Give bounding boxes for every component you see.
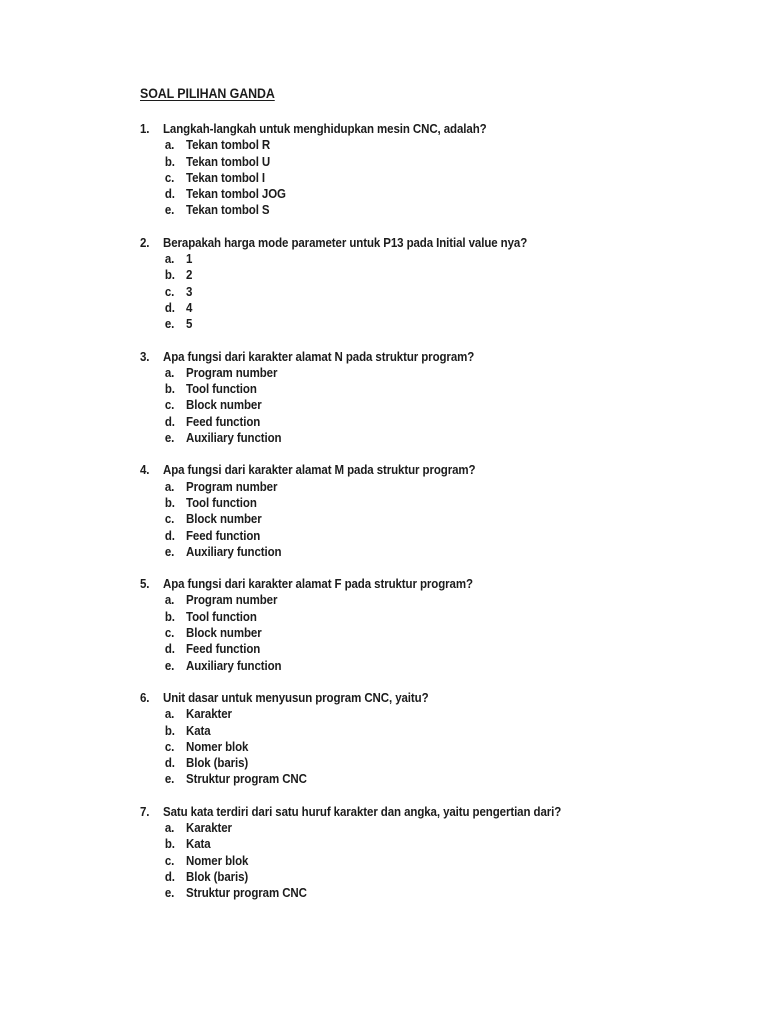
option-text: Tekan tombol R bbox=[186, 138, 271, 153]
question-text: Apa fungsi dari karakter alamat M pada struktur program? bbox=[163, 463, 476, 478]
option-row bbox=[165, 771, 655, 787]
option-letter: c. bbox=[164, 512, 175, 527]
option-letter: e. bbox=[164, 772, 175, 787]
option-row bbox=[165, 528, 655, 544]
option-letter: e. bbox=[164, 431, 175, 446]
option-row bbox=[165, 170, 655, 186]
option-letter: c. bbox=[164, 853, 175, 868]
option-row bbox=[165, 723, 655, 739]
option-text: Block number bbox=[186, 398, 262, 413]
option-row bbox=[165, 609, 655, 625]
option-row bbox=[165, 625, 655, 641]
option-letter: a. bbox=[164, 138, 175, 153]
option-row bbox=[165, 365, 655, 381]
option-row bbox=[165, 836, 655, 852]
question-block-5 bbox=[140, 576, 655, 674]
question-number: 1. bbox=[140, 122, 150, 136]
option-row bbox=[165, 251, 655, 267]
option-row bbox=[165, 202, 655, 218]
option-text: 1 bbox=[186, 252, 193, 267]
option-text: Tekan tombol I bbox=[186, 170, 266, 185]
option-row bbox=[165, 869, 655, 885]
question-block-2 bbox=[140, 235, 655, 333]
option-row bbox=[165, 592, 655, 608]
option-letter: a. bbox=[164, 479, 175, 494]
option-row bbox=[165, 853, 655, 869]
option-letter: c. bbox=[164, 626, 175, 641]
option-text: Program number bbox=[186, 479, 278, 494]
option-text: Kata bbox=[186, 837, 211, 852]
option-row bbox=[165, 544, 655, 560]
option-letter: d. bbox=[164, 414, 175, 429]
option-text: Karakter bbox=[186, 707, 232, 722]
option-text: Tekan tombol S bbox=[186, 203, 270, 218]
option-text: 4 bbox=[186, 300, 193, 315]
option-letter: d. bbox=[164, 187, 175, 202]
option-text: Nomer blok bbox=[186, 853, 249, 868]
option-letter: d. bbox=[164, 869, 175, 884]
question-text: Langkah-langkah untuk menghidupkan mesin CNC, adalah? bbox=[163, 122, 487, 136]
option-row bbox=[165, 284, 655, 300]
option-letter: c. bbox=[164, 398, 175, 413]
question-number: 3. bbox=[140, 349, 150, 364]
option-text: Kata bbox=[186, 723, 211, 738]
option-text: Tool function bbox=[186, 382, 257, 397]
option-letter: d. bbox=[164, 528, 175, 543]
option-letter: e. bbox=[164, 886, 175, 901]
option-text: Auxiliary function bbox=[186, 658, 282, 673]
question-number: 6. bbox=[140, 690, 150, 705]
option-text: Block number bbox=[186, 512, 262, 527]
option-row bbox=[165, 300, 655, 316]
option-text: Blok (baris) bbox=[186, 869, 249, 884]
option-text: Tool function bbox=[186, 495, 257, 510]
option-letter: b. bbox=[164, 609, 175, 624]
option-row bbox=[165, 755, 655, 771]
option-text: Tekan tombol JOG bbox=[186, 187, 286, 202]
option-text: Auxiliary function bbox=[186, 544, 282, 559]
question-number: 4. bbox=[140, 463, 150, 478]
option-letter: a. bbox=[164, 252, 175, 267]
option-text: Feed function bbox=[186, 642, 261, 657]
question-block-7 bbox=[140, 804, 655, 902]
option-letter: a. bbox=[164, 365, 175, 380]
option-text: 5 bbox=[186, 317, 193, 332]
option-row bbox=[165, 479, 655, 495]
question-number: 7. bbox=[140, 804, 150, 819]
option-letter: b. bbox=[164, 723, 175, 738]
option-row bbox=[165, 137, 655, 153]
option-text: 3 bbox=[186, 284, 193, 299]
option-row bbox=[165, 511, 655, 527]
option-letter: b. bbox=[164, 154, 175, 169]
option-row bbox=[165, 658, 655, 674]
option-letter: b. bbox=[164, 837, 175, 852]
option-letter: e. bbox=[164, 317, 175, 332]
option-row bbox=[165, 885, 655, 901]
question-text: Satu kata terdiri dari satu huruf karakter dan angka, yaitu pengertian dari? bbox=[163, 804, 562, 819]
option-letter: b. bbox=[164, 268, 175, 283]
option-text: Karakter bbox=[186, 820, 232, 835]
exam-content bbox=[140, 86, 655, 917]
option-letter: c. bbox=[164, 284, 175, 299]
option-letter: c. bbox=[164, 170, 175, 185]
question-text: Berapakah harga mode parameter untuk P13 pada Initial value nya? bbox=[163, 235, 528, 250]
option-text: Nomer blok bbox=[186, 739, 249, 754]
question-block-3 bbox=[140, 349, 655, 447]
question-text: Apa fungsi dari karakter alamat F pada struktur program? bbox=[163, 577, 473, 592]
option-letter: a. bbox=[164, 820, 175, 835]
option-text: Feed function bbox=[186, 414, 261, 429]
question-block-6 bbox=[140, 690, 655, 788]
question-number: 5. bbox=[140, 577, 150, 592]
exam-title: SOAL PILIHAN GANDA bbox=[140, 86, 275, 101]
option-text: Tekan tombol U bbox=[186, 154, 271, 169]
option-text: Block number bbox=[186, 626, 262, 641]
option-row bbox=[165, 430, 655, 446]
option-text: Tool function bbox=[186, 609, 257, 624]
question-number: 2. bbox=[140, 235, 150, 250]
option-letter: c. bbox=[164, 739, 175, 754]
option-letter: b. bbox=[164, 495, 175, 510]
option-text: Struktur program CNC bbox=[186, 886, 307, 901]
question-text: Apa fungsi dari karakter alamat N pada struktur program? bbox=[163, 349, 475, 364]
option-letter: a. bbox=[164, 707, 175, 722]
question-block-1 bbox=[140, 121, 655, 219]
option-row bbox=[165, 381, 655, 397]
option-letter: b. bbox=[164, 382, 175, 397]
option-letter: e. bbox=[164, 544, 175, 559]
option-row bbox=[165, 154, 655, 170]
question-text: Unit dasar untuk menyusun program CNC, yaitu? bbox=[163, 690, 429, 705]
option-letter: d. bbox=[164, 642, 175, 657]
option-text: Blok (baris) bbox=[186, 756, 249, 771]
option-text: Feed function bbox=[186, 528, 261, 543]
option-row bbox=[165, 267, 655, 283]
option-text: Program number bbox=[186, 593, 278, 608]
option-letter: e. bbox=[164, 658, 175, 673]
option-row bbox=[165, 414, 655, 430]
option-letter: d. bbox=[164, 300, 175, 315]
option-letter: e. bbox=[164, 203, 175, 218]
option-row bbox=[165, 739, 655, 755]
option-row bbox=[165, 820, 655, 836]
question-block-4 bbox=[140, 462, 655, 560]
option-text: 2 bbox=[186, 268, 193, 283]
option-letter: a. bbox=[164, 593, 175, 608]
option-row bbox=[165, 706, 655, 722]
option-row bbox=[165, 186, 655, 202]
option-letter: d. bbox=[164, 756, 175, 771]
option-row bbox=[165, 495, 655, 511]
option-row bbox=[165, 316, 655, 332]
option-text: Auxiliary function bbox=[186, 431, 282, 446]
option-text: Program number bbox=[186, 365, 278, 380]
option-text: Struktur program CNC bbox=[186, 772, 307, 787]
option-row bbox=[165, 397, 655, 413]
option-row bbox=[165, 641, 655, 657]
